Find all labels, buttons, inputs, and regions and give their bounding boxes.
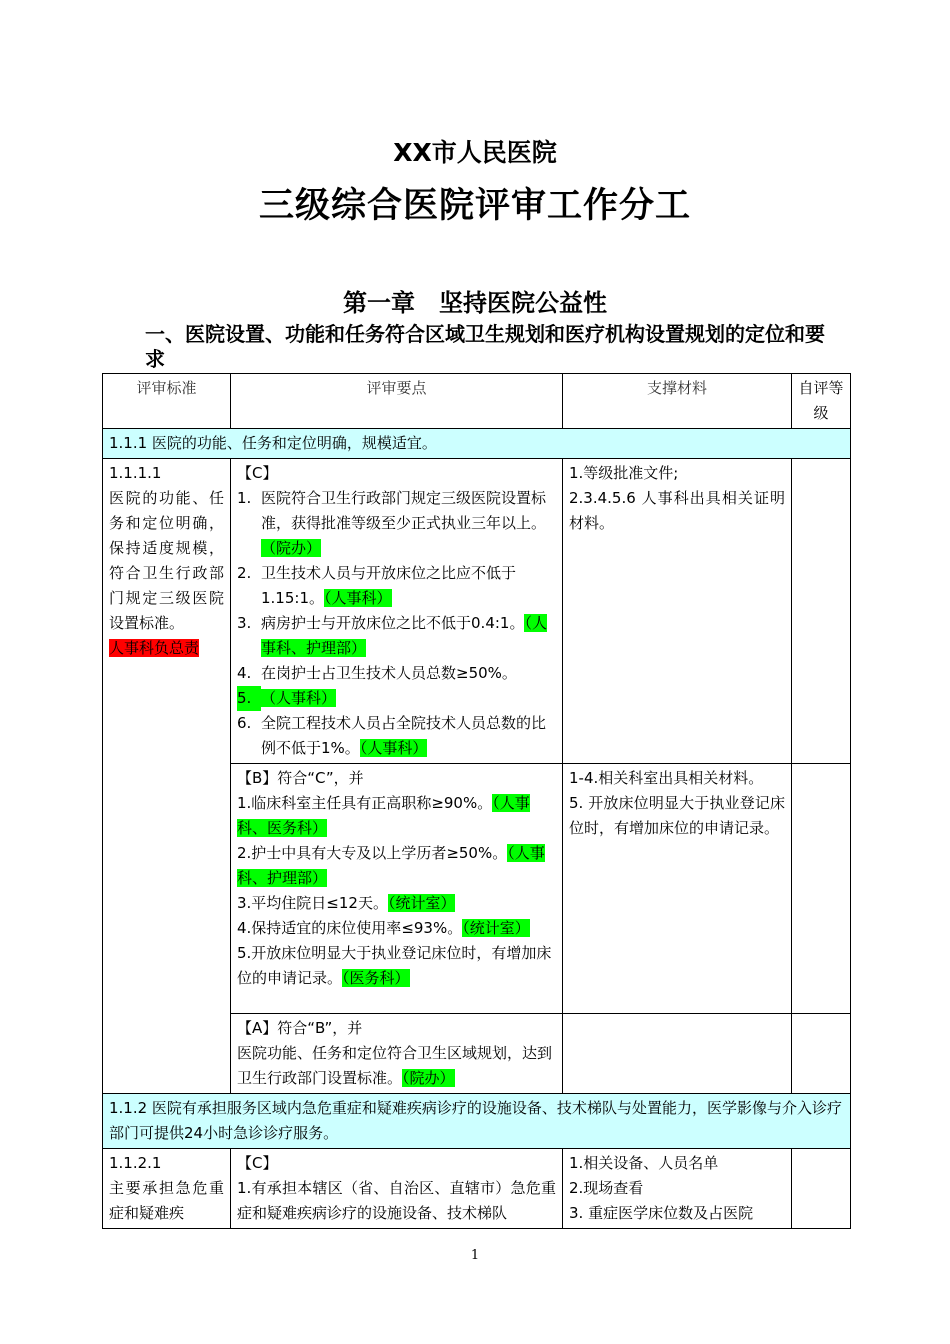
support-line: 1.相关设备、人员名单 (569, 1154, 719, 1172)
c-item (237, 711, 556, 761)
header-standard: 评审标准 (103, 374, 231, 429)
c-item-body: 医院符合卫生行政部门规定三级医院设置标准，获得批准等级至少正式执业三年以上。 (261, 489, 547, 532)
b-item-text: 1.临床科室主任具有正高职称≥90%。 (237, 794, 493, 812)
standard-code: 1.1.2.1 (109, 1154, 162, 1172)
c-item-text (261, 686, 556, 711)
support-cell (563, 1149, 792, 1229)
c-support-cell: 1.等级批准文件; 2.3.4.5.6 人事科出具相关证明材料。 (563, 459, 792, 764)
c-item-number: 4. (237, 664, 252, 682)
c-item-text (261, 661, 556, 686)
dept-tag: （人事科、医务科） (237, 794, 530, 837)
b-support-cell (563, 764, 792, 1014)
c-item (237, 561, 556, 611)
dept-tag: （院办） (261, 539, 322, 557)
dept-tag: （人事科） (324, 589, 392, 607)
dept-tag: （人事科、护理部） (237, 844, 545, 887)
a-points-cell (231, 1014, 563, 1094)
b-item (237, 916, 556, 941)
b-support-2: 5. 开放床位明显大于执业登记床位时，有增加床位的申请记录。 (569, 794, 785, 837)
c-points-cell (231, 459, 563, 764)
c-item-number: 5. (237, 686, 261, 711)
section-1-1-1: 1.1.1 医院的功能、任务和定位明确，规模适宜。 (103, 429, 851, 459)
c-item-text (261, 561, 556, 611)
b-item-text: 4.保持适宜的床位使用率≤93%。 (237, 919, 463, 937)
dept-tag: （统计室） (462, 919, 530, 937)
c-item-number: 1. (237, 489, 252, 507)
a-head: 【A】符合“B”，并 (237, 1019, 363, 1037)
standard-cell (103, 459, 231, 1094)
c-item (237, 661, 556, 686)
support-line: 2.现场查看 (569, 1179, 644, 1197)
c-item (237, 686, 556, 711)
c-item-list (237, 486, 556, 761)
dept-tag: （人事科） (359, 739, 428, 757)
c-item-body: 在岗护士占卫生技术人员总数≥50%。 (261, 664, 517, 682)
owner-label: 人事科负总责 (109, 639, 200, 657)
standard-code: 1.1.1.1 (109, 464, 162, 482)
b-grade-cell (792, 764, 851, 1014)
b-item (237, 791, 556, 841)
c-item (237, 486, 556, 561)
header-self-grade: 自评等级 (792, 374, 851, 429)
standard-text: 医院的功能、任务和定位明确，保持适度规模，符合卫生行政部门规定三级医院设置标准。 (109, 489, 224, 632)
c-points-cell (231, 1149, 563, 1229)
document-title: 三级综合医院评审工作分工 (258, 186, 691, 226)
b-item (237, 841, 556, 891)
a-grade-cell (792, 1014, 851, 1094)
b-item-list (237, 791, 556, 991)
a-support-cell (563, 1014, 792, 1094)
c-item-number: 2. (237, 564, 252, 582)
c-head: 【C】 (237, 1154, 278, 1172)
c-head: 【C】 (237, 464, 278, 482)
grade-cell (792, 1149, 851, 1229)
chapter-heading: 第一章 坚持医院公益性 (343, 289, 607, 317)
c-item-number: 3. (237, 614, 252, 632)
page-number: 1 (470, 1248, 480, 1263)
b-support-1: 1-4.相关科室出具相关材料。 (569, 769, 764, 787)
c-item (237, 611, 556, 661)
dept-tag: （院办） (402, 1069, 455, 1087)
header-points: 评审要点 (231, 374, 563, 429)
b-head: 【B】符合“C”，并 (237, 769, 364, 787)
c-item-text (261, 611, 556, 661)
dept-tag: （人事科） (261, 689, 337, 707)
b-points-cell (231, 764, 563, 1014)
b-item (237, 891, 556, 916)
header-materials: 支撑材料 (563, 374, 792, 429)
c-item-body: 全院工程技术人员占全院技术人员总数的比例不低于1%。 (261, 714, 547, 757)
support-line: 3. 重症医学床位数及占医院 (569, 1204, 754, 1222)
c-item-body: 卫生技术人员与开放床位之比应不低于1.15:1。 (261, 564, 517, 607)
c-item-text (261, 711, 556, 761)
section-heading: 一、医院设置、功能和任务符合区域卫生规划和医疗机构设置规划的定位和要求 (145, 322, 825, 371)
review-table (102, 373, 851, 1229)
standard-text: 主要承担急危重症和疑难疾 (109, 1179, 224, 1222)
a-text: 医院功能、任务和定位符合卫生区域规划，达到卫生行政部门设置标准。 (237, 1044, 553, 1087)
table-row (103, 1149, 851, 1229)
organization-name: XX市人民医院 (393, 138, 557, 167)
c-item-body: 病房护士与开放床位之比不低于0.4:1。 (261, 614, 525, 632)
c-item-number: 6. (237, 714, 252, 732)
c-item-text (261, 486, 556, 561)
dept-tag: （人事科、护理部） (261, 614, 547, 657)
table-header-row (103, 374, 851, 429)
section-row (103, 1094, 851, 1149)
table-row (103, 459, 851, 764)
c-point-text: 1.有承担本辖区（省、自治区、直辖市）急危重症和疑难疾病诊疗的设施设备、技术梯队 (237, 1179, 556, 1222)
standard-cell (103, 1149, 231, 1229)
b-item-text: 3.平均住院日≤12天。 (237, 894, 388, 912)
b-item (237, 941, 556, 991)
b-item-text: 5.开放床位明显大于执业登记床位时，有增加床位的申请记录。 (237, 944, 552, 987)
c-grade-cell (792, 459, 851, 764)
b-item-text: 2.护士中具有大专及以上学历者≥50%。 (237, 844, 508, 862)
section-1-1-2: 1.1.2 医院有承担服务区域内急危重症和疑难疾病诊疗的设施设备、技术梯队与处置能力，医学影像与介入诊疗部门可提供24小时急诊诊疗服务。 (103, 1094, 851, 1149)
dept-tag: （医务科） (342, 969, 410, 987)
section-row (103, 429, 851, 459)
dept-tag: （统计室） (387, 894, 456, 912)
